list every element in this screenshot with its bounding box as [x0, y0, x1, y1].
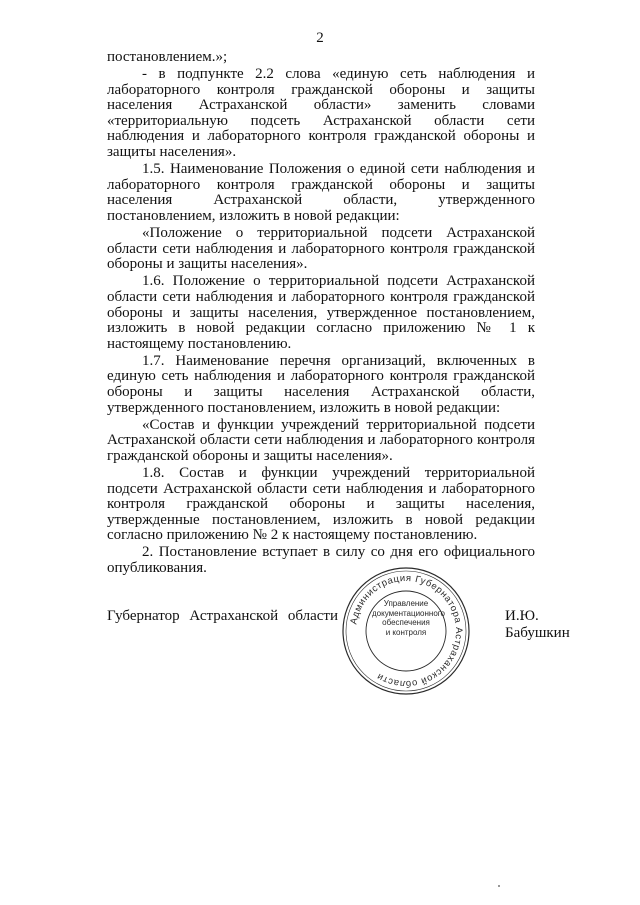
stamp-center-text [372, 599, 445, 637]
paragraph-1-5: 1.5. Наименование Положения о единой сети наблюдения и лабораторного контроля гражданской обороны и защиты населения Астраханской области, утвержденного постановлением, изложить в новой редакции: [107, 161, 535, 224]
paragraph-1-8: 1.8. Состав и функции учреждений территориальной подсети Астраханской области сети наблюдения и лабораторного контроля гражданской обороны и защиты населения, утвержденные постановлением, изложить в новой редакции согласно приложению № 2 к настоящему постановлению. [107, 464, 535, 544]
stamp-ring-text: Администрация Губернатора Астраханской области [348, 572, 465, 690]
signer-name: И.Ю. Бабушкин [505, 608, 570, 641]
paragraph-1-6: 1.6. Положение о территориальной подсети Астраханской области сети наблюдения и лабораторного контроля гражданской обороны и защиты населения, утвержденное постановлением, изложить в новой редакции согласно приложению № 1 к настоящему постановлению. [107, 273, 535, 352]
signer-title: Губернатор Астраханской области [107, 608, 339, 624]
stamp-line: и контроля [385, 627, 427, 637]
paragraph-subitem-2-2: - в подпункте 2.2 слова «единую сеть наблюдения и лабораторного контроля гражданской обороны и защиты населения Астраханской области» заменить словами «территориальную подсеть Астраханской области сети наблюдения и лабораторного контроля гражданской обороны и защиты населения». [107, 66, 535, 161]
stamp-line: Управление [383, 599, 429, 608]
stamp-line: обеспечения [382, 618, 430, 627]
official-stamp [340, 565, 472, 697]
document-body [107, 50, 535, 578]
paragraph-1-7: 1.7. Наименование перечня организаций, включенных в единую сеть наблюдения и лабораторного контроля гражданской обороны и защиты населения Астраханской области, утвержденного постановлением, изложить в новой редакции: [107, 352, 535, 416]
stamp-line: документационного [372, 608, 445, 618]
paragraph-quote-composition-title: «Состав и функции учреждений территориальной подсети Астраханской области сети наблюдения и лабораторного контроля гражданской обороны и защиты населения». [107, 416, 535, 464]
page-number: 2 [316, 30, 324, 46]
paragraph-continuation: постановлением.»; [107, 49, 228, 65]
paragraph-2-effective: 2. Постановление вступает в силу со дня его официального опубликования. [107, 544, 535, 576]
paragraph-quote-regulation-title: «Положение о территориальной подсети Астраханской области сети наблюдения и лабораторного контроля гражданской обороны и защиты населения». [107, 225, 535, 273]
scan-speck [498, 885, 500, 887]
